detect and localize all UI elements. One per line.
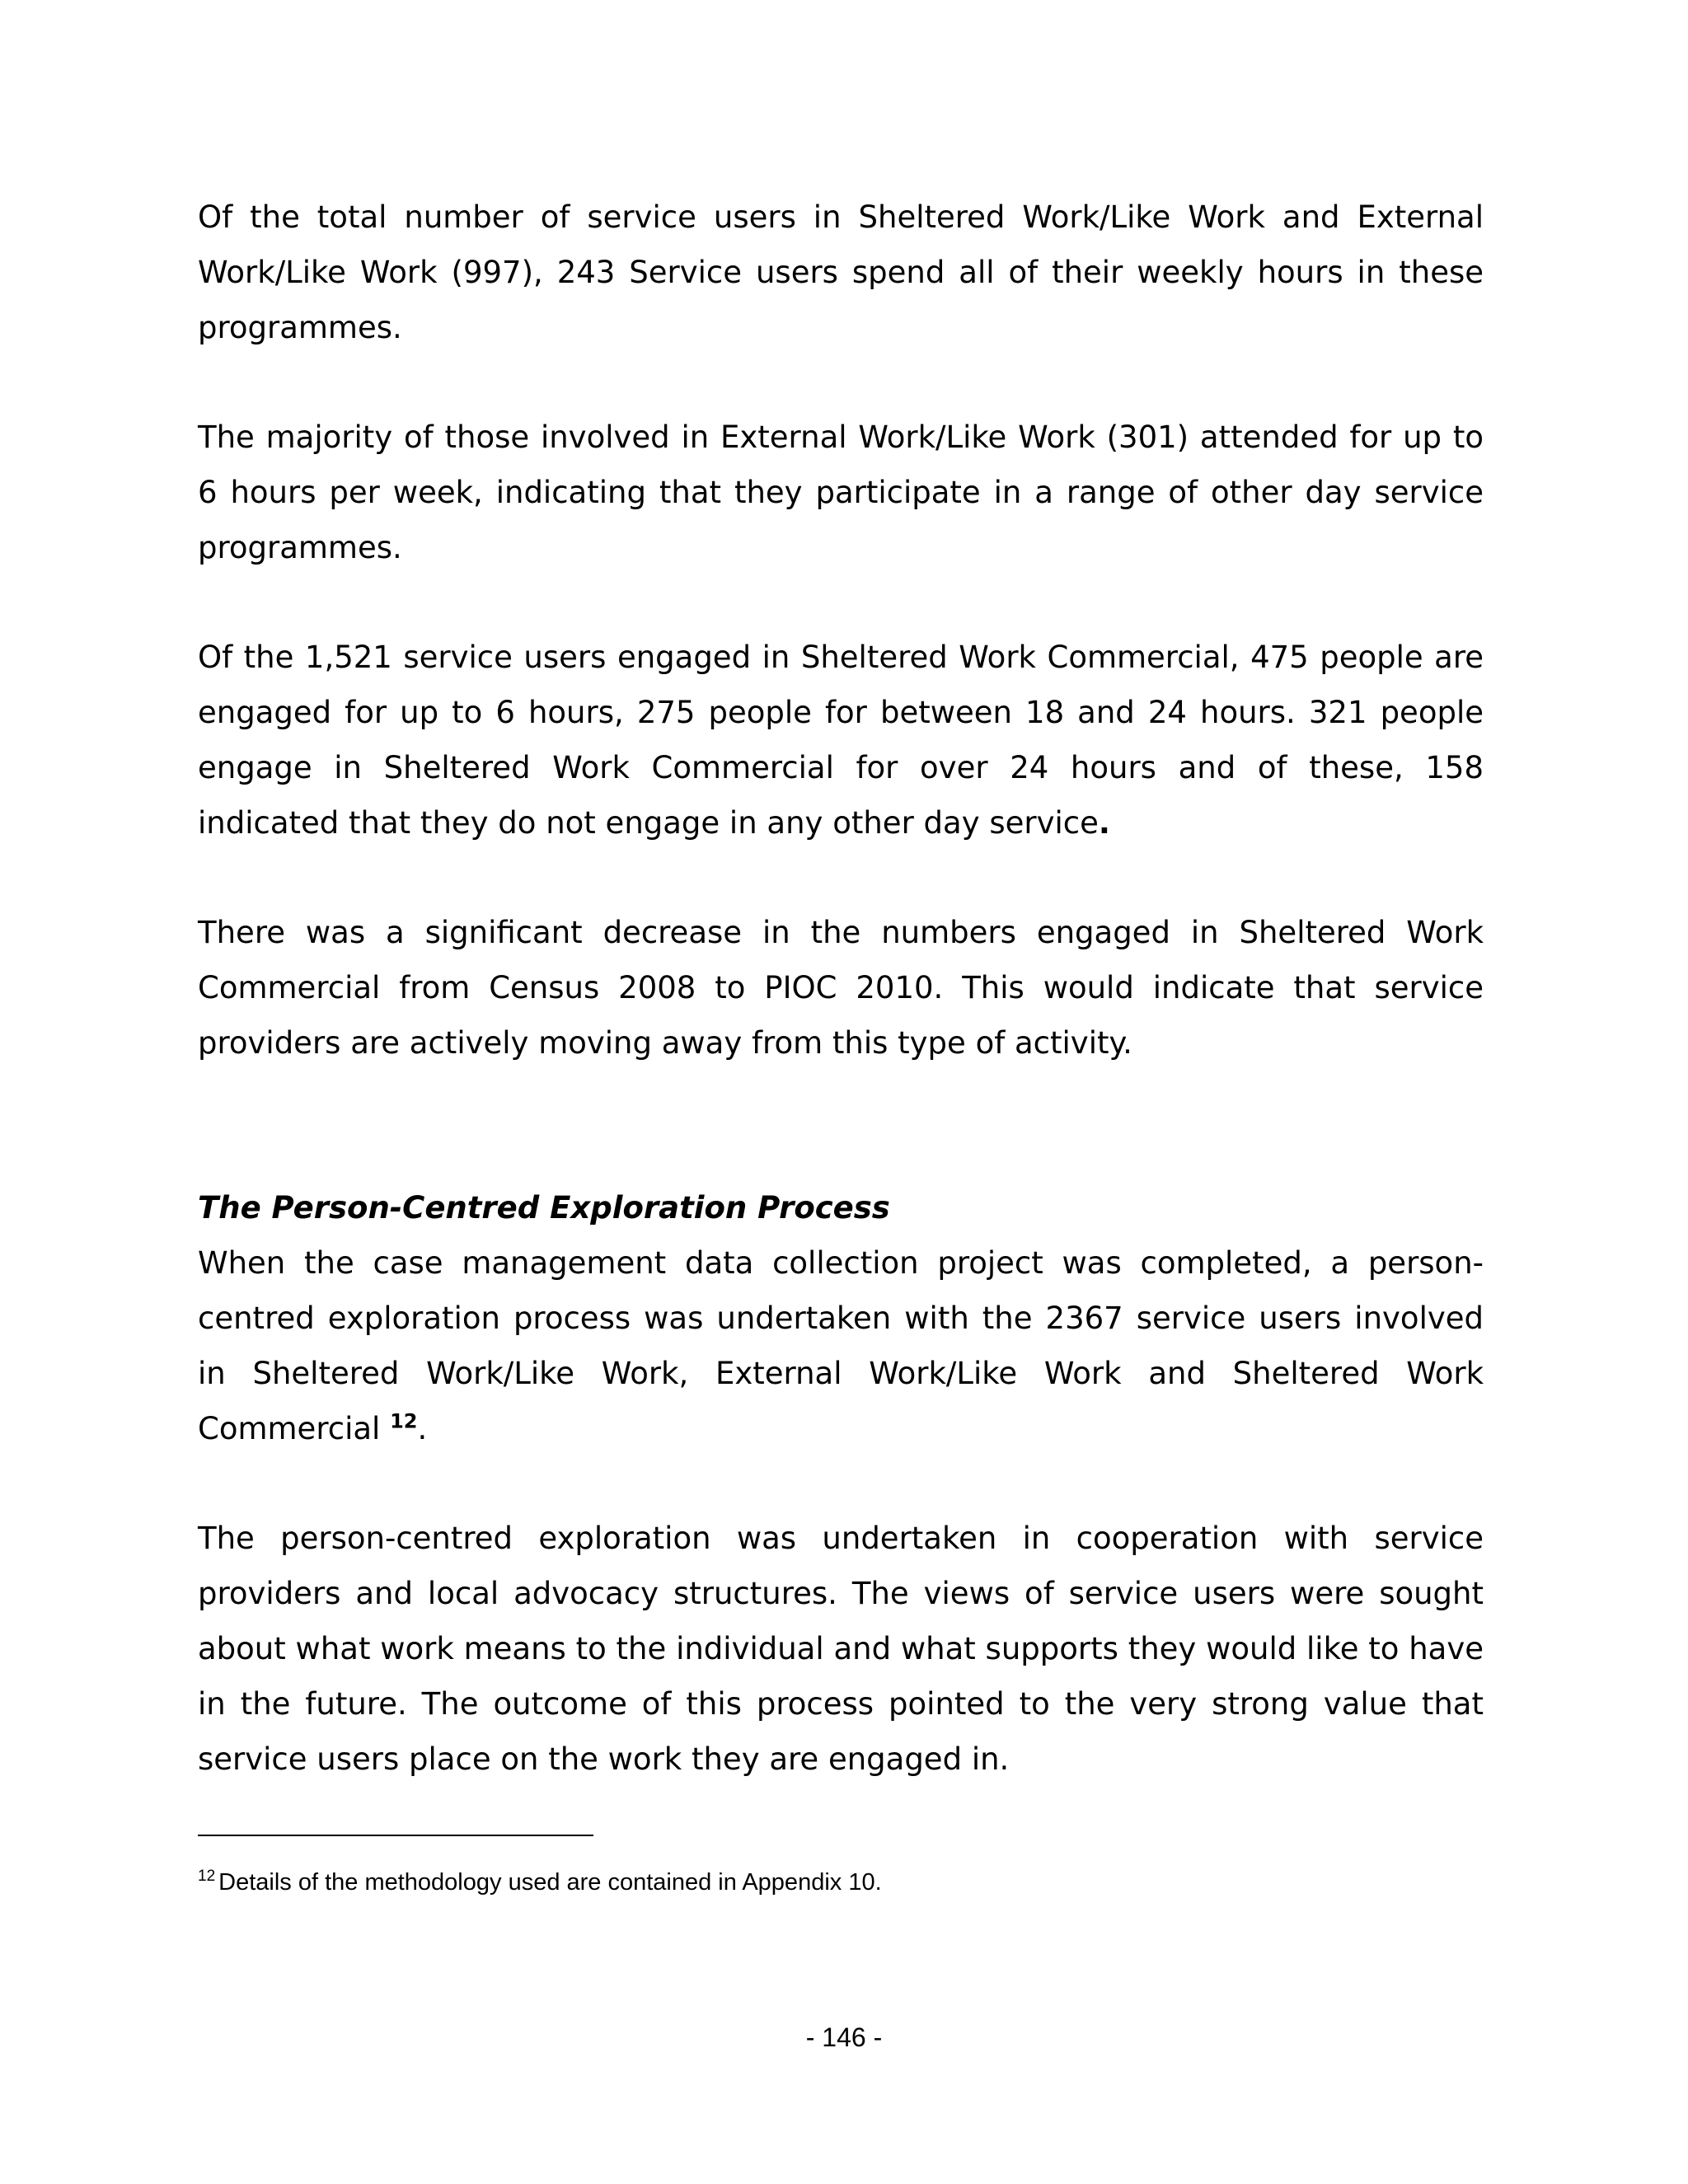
footnote-text: Details of the methodology used are contained in Appendix 10. [218, 1869, 882, 1896]
paragraph-text: There was a significant decrease in the numbers engaged in Sheltered Work Commercial from Census 2008 to PIOC 2010. This would indicate that service providers are actively moving away from this type of activity. [198, 915, 1484, 1061]
paragraph-body: Of the 1,521 service users engaged in Sheltered Work Commercial, 475 people are engaged for up to 6 hours, 275 people for between 18 and 24 hours. 321 people engage in Sheltered Work Commercial for over 24 hours and of these, 158 indicated that they do not engage in any other day service [198, 640, 1484, 841]
paragraph-text: Of the total number of service users in Sheltered Work/Like Work and External Work/Like Work (997), 243 Service users spend all of their weekly hours in these programmes. [198, 199, 1484, 345]
footnote-reference[interactable]: 12 [390, 1409, 418, 1433]
paragraph-significant-decrease [198, 905, 1484, 1071]
paragraph-external-work [198, 410, 1484, 575]
paragraph-text: The majority of those involved in External Work/Like Work (301) attended for up to 6 hours per week, indicating that they participate in a range of other day service programmes. [198, 419, 1484, 565]
section-heading: The Person-Centred Exploration Process [198, 1190, 890, 1226]
paragraph-cooperation [198, 1511, 1484, 1787]
paragraph-body: When the case management data collection project was completed, a person-centred exploration process was undertaken with the 2367 service users involved in Sheltered Work/Like Work, External Work/Like Work and Sheltered Work Commercial [198, 1245, 1484, 1446]
footnote-mark: 12 [198, 1868, 216, 1886]
bold-period: . [1098, 805, 1110, 841]
paragraph-text [198, 1235, 1484, 1456]
paragraph-sheltered-commercial [198, 630, 1484, 851]
page-number: - 146 - [805, 2022, 883, 2052]
paragraph-text: The person-centred exploration was undertaken in cooperation with service providers and local advocacy structures. The views of service users were sought about what work means to the individual and what supports they would like to have in the future. The outcome of this process pointed to the very strong value that service users place on the work they are engaged in. [198, 1521, 1484, 1777]
footnote-separator [198, 1835, 593, 1836]
paragraph-exploration-process [198, 1235, 1484, 1456]
paragraph-end: . [417, 1411, 428, 1446]
paragraph-text [198, 630, 1484, 851]
paragraph-weekly-hours-total [198, 190, 1484, 355]
footnote [198, 1864, 1484, 1900]
